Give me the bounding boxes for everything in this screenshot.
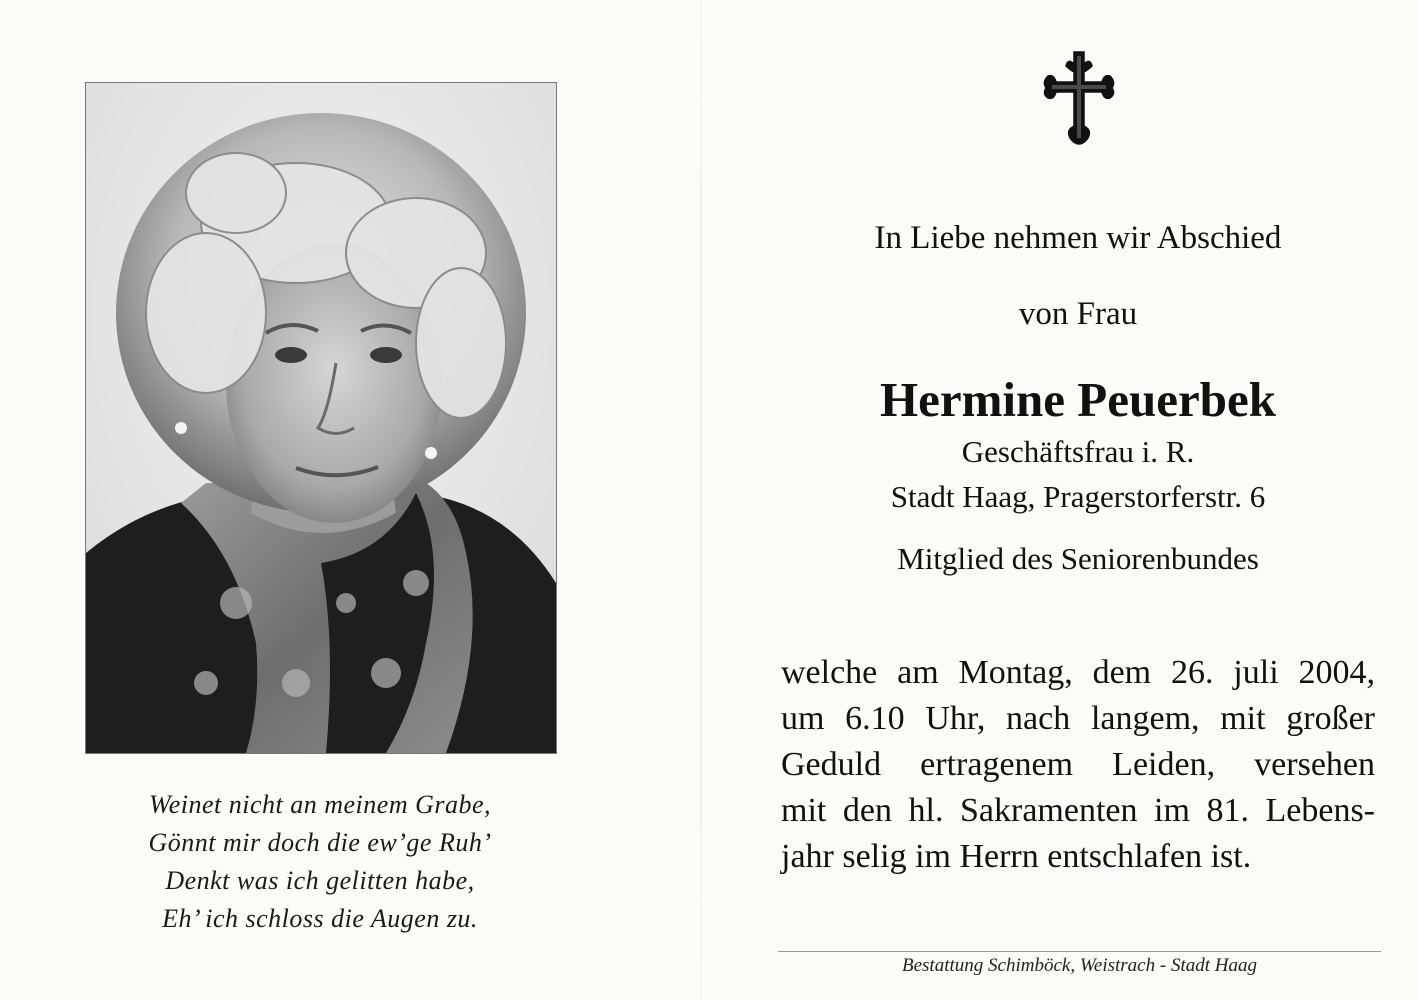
poem-line: Weinet nicht an meinem Grabe, (148, 790, 492, 819)
occupation: Geschäftsfrau i. R. (961, 434, 1195, 469)
farewell-intro: In Liebe nehmen wir Abschied (874, 220, 1282, 256)
address: Stadt Haag, Pragerstorferstr. 6 (890, 479, 1266, 514)
notice-line: mit den hl. Sakramenten im 81. Lebens- (781, 792, 1375, 829)
notice-line: um 6.10 Uhr, nach langem, mit großer (781, 700, 1375, 737)
funeral-home: Bestattung Schimböck, Weistrach - Stadt Haag (902, 955, 1257, 976)
poem-line: Gönnt mir doch die ew’ge Ruh’ (148, 828, 492, 857)
salutation: von Frau (1018, 296, 1138, 332)
membership: Mitglied des Seniorenbundes (897, 541, 1259, 576)
death-notice (781, 650, 1375, 880)
cross-icon (1040, 48, 1118, 148)
notice-line: Geduld ertragenem Leiden, versehen (781, 746, 1375, 783)
card-fold (700, 0, 702, 1000)
poem-line: Denkt was ich gelitten habe, (165, 866, 475, 895)
deceased-name: Hermine Peuerbek (880, 372, 1276, 427)
notice-line: welche am Montag, dem 26. juli 2004, (781, 654, 1375, 691)
portrait-photo (86, 83, 556, 753)
notice-line: jahr selig im Herrn entschlafen ist. (781, 838, 1252, 875)
footer-divider (778, 951, 1381, 952)
poem (80, 786, 560, 938)
poem-line: Eh’ ich schloss die Augen zu. (162, 904, 478, 933)
